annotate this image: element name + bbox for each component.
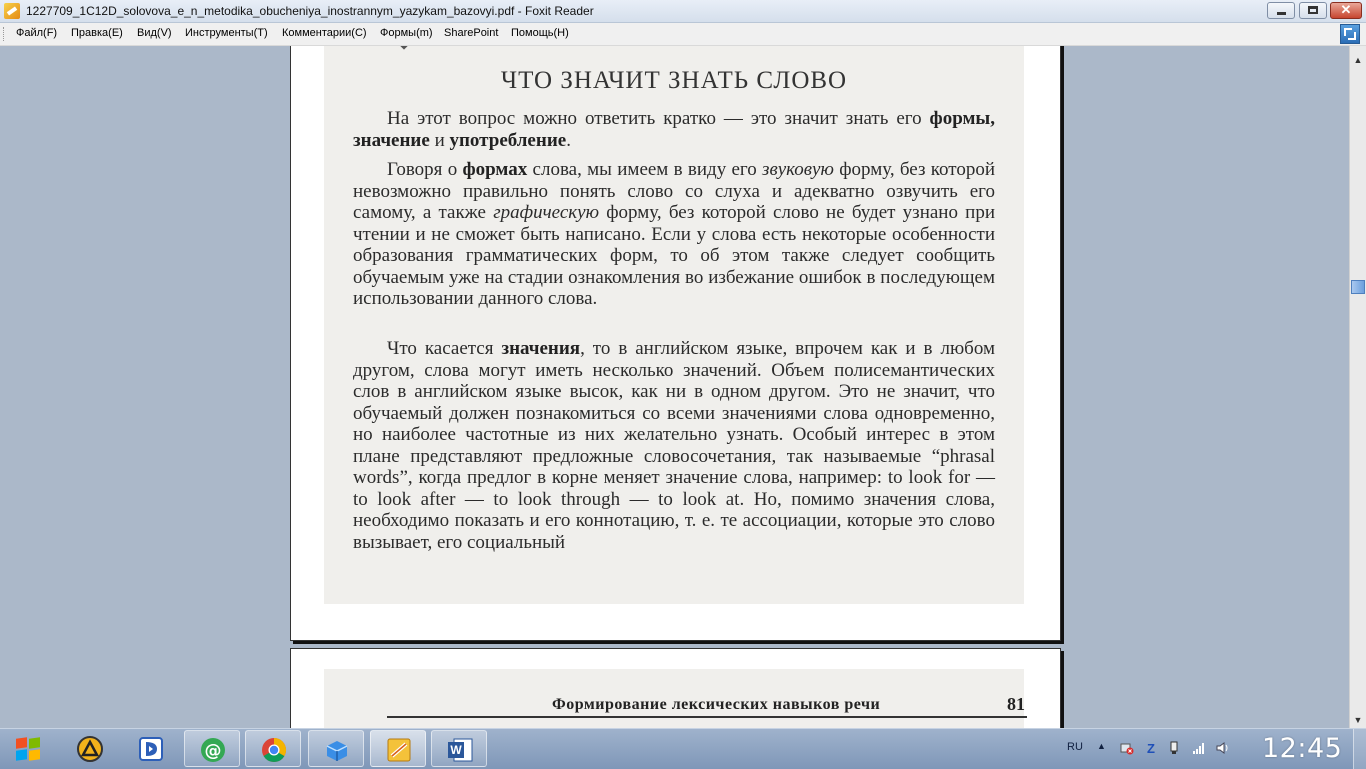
- text-run: , то в английском языке, впрочем как и в любом другом, слова могут иметь несколько значений. Объем полисемантических слов в английском языке высок, как ни в одном другом. Это не значит, что обучаемый должен познакомиться со всеми значениями слова одновременно, но наиболее частотные из них желательно узнать. Особый интерес в этом плане представляют предложные словосочетания, так называемые “phrasal words”, когда предлог в корне меняет значение слова, например: to look for — to look after — to look through — to look at. Но, помимо значения слова, необходимо показать и его коннотацию, т. е. те ассоциации, которые это слово вызывает, его социальный: [353, 338, 995, 553]
- network-error-icon[interactable]: [1120, 741, 1134, 755]
- close-button[interactable]: [1330, 2, 1362, 19]
- virtual-drive-icon: [323, 737, 351, 763]
- language-indicator[interactable]: RU: [1067, 741, 1083, 753]
- taskbar-app-6[interactable]: [370, 730, 426, 767]
- bold-term: формы, значение: [353, 108, 995, 151]
- scanned-page-image: [324, 46, 1024, 604]
- safely-remove-hardware-icon[interactable]: [1168, 741, 1182, 755]
- taskbar-app-7[interactable]: [431, 730, 487, 767]
- minimize-icon: [1277, 12, 1286, 15]
- microsoft-word-icon: [446, 737, 474, 763]
- text-run: .: [566, 129, 571, 151]
- paragraph: [353, 159, 995, 310]
- restore-icon: [1308, 6, 1318, 14]
- foxit-app-icon[interactable]: [4, 3, 20, 19]
- menu-comments[interactable]: Комментарии(C): [282, 27, 367, 39]
- windows-logo-pane: [16, 749, 27, 761]
- svg-text:@: @: [204, 741, 222, 761]
- page-number: 81: [1007, 694, 1025, 714]
- window-title: 1227709_1C12D_solovova_e_n_metodika_obucheniya_inostrannym_yazykam_bazovyi.pdf - Foxit Reader: [26, 4, 594, 18]
- bold-term: значения: [501, 338, 581, 359]
- italic-term: графическую: [493, 202, 600, 223]
- taskbar-app-5[interactable]: [308, 730, 364, 767]
- menu-edit[interactable]: Правка(E): [71, 27, 123, 39]
- windows-logo-pane: [29, 737, 40, 749]
- aimp-player-icon: [76, 736, 104, 762]
- scrollbar-thumb[interactable]: [1351, 280, 1365, 294]
- text-run: Что касается: [387, 338, 502, 359]
- taskbar-app-3[interactable]: [184, 730, 240, 767]
- mail-agent-icon: [199, 737, 227, 763]
- paragraph: [353, 108, 995, 151]
- daemon-tools-icon: [137, 736, 165, 762]
- taskbar-app-4[interactable]: [245, 730, 301, 767]
- svg-text:W: W: [450, 743, 462, 757]
- running-header-title: Формирование лексических навыков речи: [552, 696, 881, 713]
- text-run: форму, без которой невозможно правильно понять слово со слуха и адекватно озвучить его самому, а также: [353, 159, 995, 223]
- start-button[interactable]: [8, 732, 48, 766]
- fullscreen-icon[interactable]: [1340, 24, 1360, 44]
- pdf-page: [290, 46, 1061, 641]
- text-run: слова, мы имеем в виду его: [527, 159, 763, 180]
- bold-term: формах: [462, 159, 528, 180]
- running-header: [387, 694, 1027, 718]
- title-bar: [0, 0, 1366, 23]
- pdf-page: [290, 648, 1061, 728]
- document-view[interactable]: [0, 46, 1349, 728]
- scanned-page-image: [324, 669, 1024, 728]
- wifi-signal-icon[interactable]: [1192, 741, 1206, 755]
- svg-text:Z: Z: [1147, 741, 1155, 755]
- vertical-scrollbar[interactable]: [1349, 46, 1366, 728]
- punto-switcher-icon[interactable]: [1144, 741, 1158, 755]
- windows-logo-icon: [16, 737, 27, 749]
- text-run: На этот вопрос можно ответить кратко — это значит знать его: [387, 108, 930, 129]
- menu-help[interactable]: Помощь(H): [511, 27, 569, 39]
- menu-view[interactable]: Вид(V): [137, 27, 172, 39]
- italic-term: звуковую: [762, 159, 834, 180]
- menu-tools[interactable]: Инструменты(T): [185, 27, 268, 39]
- text-run: Говоря о: [387, 159, 463, 180]
- bold-term: употребление: [449, 129, 567, 151]
- menu-forms[interactable]: Формы(m): [380, 27, 433, 39]
- minimize-button[interactable]: [1267, 2, 1295, 19]
- foxit-reader-icon: [385, 737, 413, 763]
- scan-artifact-mark: [398, 46, 409, 50]
- clock[interactable]: 12:45: [1262, 733, 1343, 764]
- close-icon: ✕: [1340, 2, 1352, 17]
- scroll-down-arrow-icon[interactable]: ▼: [1353, 715, 1363, 725]
- taskbar-app-1[interactable]: [62, 730, 118, 767]
- menu-sharepoint[interactable]: SharePoint: [444, 27, 499, 39]
- show-hidden-icons-icon[interactable]: ▲: [1097, 741, 1106, 751]
- menu-bar: [0, 23, 1366, 46]
- menu-grip-handle[interactable]: [3, 27, 7, 41]
- restore-button[interactable]: [1299, 2, 1327, 19]
- text-run: форму, без которой слово не будет узнано при чтении и не сможет быть написано. Если у слова есть некоторые особенности образования грамматических форм, то об этом также следует сообщить обучаемым уже на стадии ознакомления во избежание ошибок в последующем использовании данного слова.: [353, 202, 995, 309]
- menu-file[interactable]: Файл(F): [16, 27, 58, 39]
- chrome-browser-icon: [260, 737, 288, 763]
- text-run: и: [429, 129, 450, 151]
- taskbar: [0, 728, 1366, 769]
- taskbar-app-2[interactable]: [123, 730, 179, 767]
- scroll-up-arrow-icon[interactable]: ▲: [1353, 55, 1363, 65]
- paragraph: [353, 338, 995, 553]
- show-desktop-button[interactable]: [1353, 729, 1366, 769]
- windows-logo-pane: [29, 749, 40, 761]
- volume-icon[interactable]: [1216, 741, 1230, 755]
- section-heading: ЧТО ЗНАЧИТ ЗНАТЬ СЛОВО: [500, 67, 848, 94]
